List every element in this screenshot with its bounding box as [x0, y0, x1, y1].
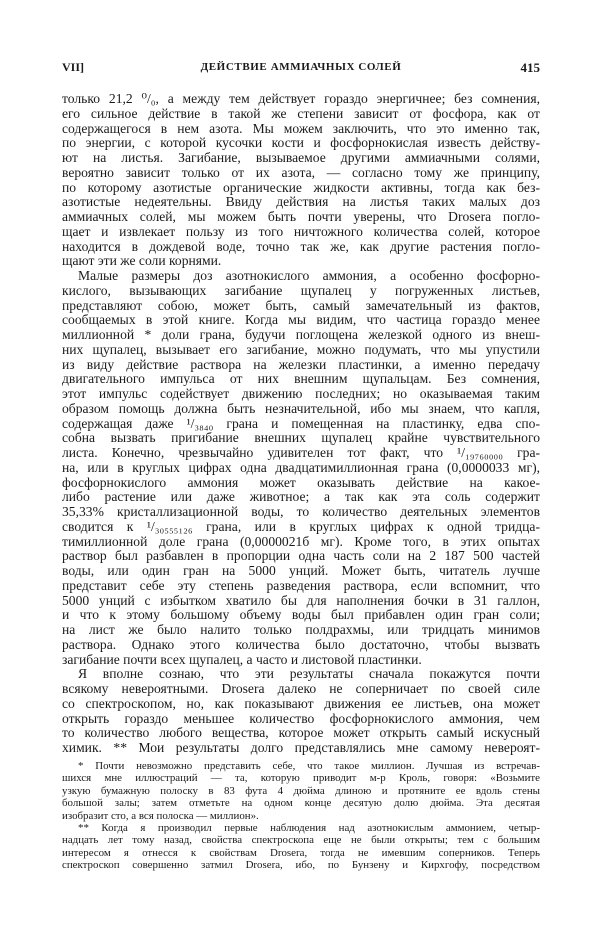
text-line: тимиллионной доле грана (0,0000021б мг). Кроме того, в этих опытах	[62, 533, 540, 549]
text-line: воды, или один гран на 5000 унций. Может быть, читатель лучше	[62, 563, 540, 578]
text-line: собна вызвать пригибание внешних щупалец крайне чувствительного	[62, 430, 540, 446]
running-header	[62, 60, 540, 76]
text-line: щают эти же соли корнями.	[62, 253, 222, 269]
paragraph	[62, 92, 540, 269]
text-line: миллионной * доли грана, будучи поглощена железкой одного из внеш-	[62, 327, 540, 342]
text-line: по энергии, с которой кусочки кости и фосфорнокислая известь действу-	[62, 135, 540, 151]
text-line: 35,33% кристаллизационной воды, то количество деятельных элементов	[62, 504, 540, 519]
chapter-number: VII]	[62, 60, 85, 74]
text-line: открыть гораздо меньшее количество фосфорнокислого аммония, чем	[62, 710, 540, 726]
footnote	[62, 822, 540, 872]
paragraph	[62, 667, 540, 756]
text-line: находится в дождевой воде, точно так же, как другие растения погло-	[62, 238, 540, 254]
text-line: раствор был разбавлен в пропорции одна часть соли на 2 187 500 частей	[62, 548, 540, 564]
text-line: загибание почти всех щупалец, а часто и листовой пластинки.	[62, 651, 422, 667]
text-line: шихся мне иллюстраций — та, которую приводит м-р Кроль, говоря: «Возьмите	[62, 772, 540, 785]
text-line: химик. ** Мои результаты долго представлялись мне самому невероят-	[62, 740, 540, 755]
footnotes	[62, 760, 540, 872]
text-line: представляют собою, может быть, самый замечательный из фактов,	[62, 297, 540, 313]
text-line: листа. Конечно, чрезвычайно удивителен тот факт, что ¹/₁₉₇₆₀₀₀₀ гра-	[62, 445, 540, 460]
text-line: на, или в круглых цифрах одна двадцатимиллионная грана (0,0000033 мг),	[62, 459, 540, 475]
text-line: * Почти невозможно представить себе, что такое миллион. Лучшая из встречав-	[78, 760, 540, 772]
text-line: интересом я отнесся к свойствам Drosera, тогда не имевшим соперников. Теперь	[62, 846, 540, 859]
text-line: образом помощь должна быть незначительной, ибо мы знаем, что капля,	[62, 400, 540, 416]
text-line: этот импульс содействует движению последних; но оказываемая таким	[62, 386, 540, 401]
text-line: 5000 унций с избытком хватило бы для наполнения бочки в 31 галлон,	[62, 592, 540, 608]
text-line: сообщаемых в этой книге. Когда мы видим, что частица гораздо менее	[62, 312, 540, 328]
text-line: то количество любого вещества, которое может открыть самый искусный	[62, 725, 540, 741]
text-line: кислого, вызывающих загибание щупалец у погруженных листьев,	[62, 282, 540, 298]
text-line: содержащегося в нем азота. Мы можем заключить, что это именно так,	[62, 120, 540, 136]
text-line: ют на листья. Загибание, вызываемое другими аммиачными солями,	[62, 150, 540, 165]
body-text	[62, 92, 540, 756]
text-line: большой залы; затем отметьте на одном конце десятую долю дюйма. Эта десятая	[62, 797, 540, 810]
running-title: ДЕЙСТВИЕ АММИАЧНЫХ СОЛЕЙ	[200, 61, 402, 73]
page-number: 415	[520, 60, 540, 75]
text-line: надцать лет тому назад, свойства спектроскопа еще не были открыты; тем с большим	[62, 834, 540, 847]
text-line: аммиачных солей, мы можем быть почти уверены, что Drosera погло-	[62, 209, 540, 224]
text-line: щает и извлекает пользу из того ничтожного количества солей, которое	[62, 223, 540, 239]
text-line: сводится к ¹/₃₀₅₅₅₁₂₆ грана, или в круглых цифрах к одной тридца-	[62, 518, 540, 534]
text-line: по которому азотистые органические жидкости активны, тогда как без-	[62, 179, 540, 195]
text-line: азотистые недеятельны. Ввиду действия на листья таких малых доз	[62, 194, 540, 210]
text-line: и что к этому большому объему воды был прибавлен один гран соли;	[62, 607, 540, 623]
text-line: Малые размеры доз азотнокислого аммония, а особенно фосфорно-	[78, 268, 540, 283]
text-line: Я вполне сознаю, что эти результаты сначала покажутся почти	[78, 666, 540, 682]
text-line: со спектроскопом, но, как показывают движения ее листьев, она может	[62, 695, 540, 711]
text-line: них щупалец, вызывает его загибание, можно подумать, что мы упустили	[62, 341, 540, 357]
text-line: всякому невероятными. Drosera далеко не соперничает по своей силе	[62, 681, 540, 696]
text-line: либо растение или даже животное; а так как эта соль содержит	[62, 489, 540, 505]
text-line: на лист же было налито только полдрахмы, или тридцать минимов	[62, 622, 540, 637]
text-line: изобразит сто, а вся полоска — миллион».	[62, 809, 259, 822]
text-line: спектроскоп совершенно затмил Drosera, ибо, по Бунзену и Кирхгофу, посредством	[62, 859, 540, 872]
text-line: фосфорнокислого аммония может оказывать действие на какое-	[62, 474, 540, 490]
footnote	[62, 760, 540, 822]
text-line: содержащая даже ¹/₃₈₄₀ грана и помещенная на пластинку, едва спо-	[62, 415, 540, 431]
text-line: представит себе эту степень разведения раствора, если вспомнит, что	[62, 577, 540, 593]
text-line: ** Когда я производил первые наблюдения над азотнокислым аммонием, четыр-	[78, 822, 540, 835]
text-line: из виду действие раствора на железки пластинки, а именно передачу	[62, 356, 540, 372]
text-line: только 21,2 ⁰/₀, а между тем действует гораздо энергичнее; без сомнения,	[62, 91, 540, 106]
text-line: вероятно зависит только от их азота, — согласно тому же принципу,	[62, 164, 540, 180]
paragraph	[62, 269, 540, 667]
text-line: двигательного импульса от них внешним щупальцам. Без сомнения,	[62, 371, 540, 387]
text-line: раствора. Однако этого количества было достаточно, чтобы вызвать	[62, 636, 540, 652]
text-line: узкую бумажную полоску в 83 фута 4 дюйма длиною и протяните ее вдоль стены	[62, 784, 540, 797]
text-line: его сильное действие в такой же степени зависит от фосфора, как от	[62, 105, 540, 121]
